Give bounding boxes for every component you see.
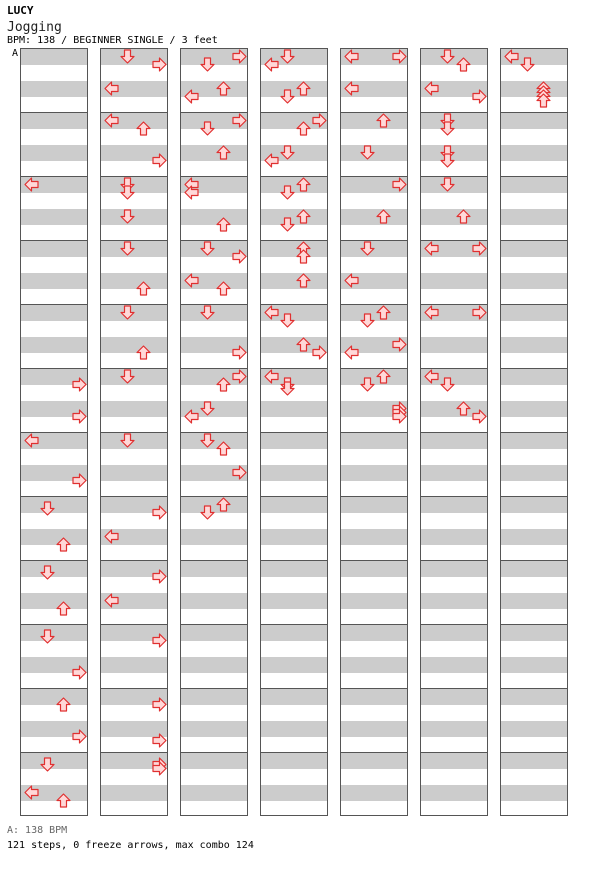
beat-band	[21, 81, 87, 97]
beat-band	[21, 113, 87, 129]
measure-line	[181, 560, 247, 561]
step-arrow-up	[136, 281, 151, 296]
beat-band	[501, 689, 567, 705]
step-arrow-down	[200, 121, 215, 136]
measure-line	[501, 240, 567, 241]
step-arrow-down	[440, 121, 455, 136]
measure-line	[261, 432, 327, 433]
step-arrow-down	[280, 49, 295, 64]
chart-column-1	[20, 48, 88, 816]
beat-band	[341, 785, 407, 801]
step-arrow-left	[184, 273, 199, 288]
step-arrow-right	[152, 697, 167, 712]
step-arrow-up	[216, 281, 231, 296]
beat-band	[501, 593, 567, 609]
beat-band	[261, 433, 327, 449]
measure-line	[261, 176, 327, 177]
step-arrow-up	[56, 697, 71, 712]
step-arrow-down	[360, 241, 375, 256]
step-arrow-left	[24, 177, 39, 192]
step-arrow-up	[376, 113, 391, 128]
step-arrow-down	[280, 313, 295, 328]
step-arrow-left	[104, 81, 119, 96]
step-arrow-down	[280, 89, 295, 104]
step-arrow-down	[360, 145, 375, 160]
step-arrow-down	[280, 145, 295, 160]
measure-line	[341, 752, 407, 753]
beat-band	[261, 273, 327, 289]
measure-line	[341, 368, 407, 369]
measure-line	[501, 112, 567, 113]
measure-line	[21, 560, 87, 561]
step-arrow-down	[120, 369, 135, 384]
beat-band	[181, 721, 247, 737]
beat-band	[181, 145, 247, 161]
beat-band	[421, 209, 487, 225]
measure-line	[501, 176, 567, 177]
measure-line	[421, 688, 487, 689]
beat-band	[501, 401, 567, 417]
step-arrow-down	[280, 217, 295, 232]
beat-band	[261, 529, 327, 545]
step-arrow-up	[216, 377, 231, 392]
step-arrow-down	[40, 565, 55, 580]
step-arrow-right	[472, 305, 487, 320]
measure-line	[101, 624, 167, 625]
beat-band	[21, 273, 87, 289]
beat-band	[101, 337, 167, 353]
beat-band	[261, 401, 327, 417]
step-arrow-down	[200, 305, 215, 320]
beat-band	[501, 721, 567, 737]
step-arrow-up	[296, 337, 311, 352]
step-arrow-right	[72, 409, 87, 424]
beat-band	[501, 561, 567, 577]
step-arrow-right	[392, 409, 407, 424]
beat-band	[341, 113, 407, 129]
beat-band	[261, 497, 327, 513]
measure-line	[21, 240, 87, 241]
beat-band	[101, 785, 167, 801]
beat-band	[21, 529, 87, 545]
beat-band	[101, 657, 167, 673]
beat-band	[501, 497, 567, 513]
step-arrow-right	[312, 113, 327, 128]
beat-band	[101, 465, 167, 481]
chart-column-4	[260, 48, 328, 816]
step-arrow-right	[392, 337, 407, 352]
measure-line	[421, 624, 487, 625]
measure-line	[261, 624, 327, 625]
beat-band	[501, 209, 567, 225]
step-arrow-right	[72, 377, 87, 392]
beat-band	[501, 241, 567, 257]
step-arrow-right	[152, 57, 167, 72]
step-arrow-down	[440, 49, 455, 64]
beat-band	[341, 209, 407, 225]
step-arrow-down	[360, 377, 375, 392]
measure-line	[421, 560, 487, 561]
beat-band	[501, 273, 567, 289]
measure-line	[21, 688, 87, 689]
beat-band	[421, 497, 487, 513]
beat-band	[421, 465, 487, 481]
measure-line	[261, 240, 327, 241]
measure-line	[261, 688, 327, 689]
beat-band	[421, 625, 487, 641]
measure-line	[421, 496, 487, 497]
step-arrow-down	[40, 629, 55, 644]
step-arrow-up	[456, 401, 471, 416]
step-arrow-down	[200, 505, 215, 520]
beat-band	[501, 785, 567, 801]
step-arrow-right	[472, 89, 487, 104]
beat-band	[501, 145, 567, 161]
beat-band	[261, 241, 327, 257]
step-arrow-up	[56, 537, 71, 552]
beat-band	[21, 593, 87, 609]
measure-line	[21, 752, 87, 753]
step-arrow-down	[40, 757, 55, 772]
step-arrow-left	[184, 89, 199, 104]
step-arrow-up	[296, 121, 311, 136]
step-arrow-right	[232, 465, 247, 480]
beat-band	[181, 753, 247, 769]
step-arrow-down	[280, 381, 295, 396]
step-arrow-right	[152, 153, 167, 168]
measure-line	[501, 368, 567, 369]
step-arrow-down	[120, 185, 135, 200]
step-arrow-right	[152, 569, 167, 584]
beat-band	[501, 625, 567, 641]
chart-column-2	[100, 48, 168, 816]
measure-line	[21, 112, 87, 113]
step-arrow-up	[216, 441, 231, 456]
beat-band	[341, 593, 407, 609]
step-arrow-right	[472, 409, 487, 424]
beat-band	[261, 465, 327, 481]
measure-line	[21, 624, 87, 625]
step-arrow-down	[120, 49, 135, 64]
step-arrow-up	[216, 217, 231, 232]
step-arrow-up	[296, 209, 311, 224]
beat-band	[341, 689, 407, 705]
step-arrow-down	[440, 177, 455, 192]
step-arrow-down	[200, 241, 215, 256]
measure-line	[501, 432, 567, 433]
measure-line	[501, 752, 567, 753]
beat-band	[261, 785, 327, 801]
chart-stats: 121 steps, 0 freeze arrows, max combo 124	[7, 840, 254, 851]
step-arrow-up	[136, 121, 151, 136]
beat-band	[421, 337, 487, 353]
step-arrow-right	[152, 633, 167, 648]
measure-line	[101, 496, 167, 497]
beat-band	[421, 785, 487, 801]
beat-band	[181, 529, 247, 545]
measure-line	[341, 496, 407, 497]
beat-band	[421, 433, 487, 449]
step-arrow-left	[264, 369, 279, 384]
step-arrow-up	[216, 497, 231, 512]
beat-band	[501, 433, 567, 449]
beat-band	[341, 433, 407, 449]
step-arrow-down	[520, 57, 535, 72]
beat-band	[341, 721, 407, 737]
step-arrow-left	[104, 593, 119, 608]
step-arrow-left	[424, 81, 439, 96]
song-title: Jogging	[7, 20, 62, 35]
step-arrow-down	[280, 185, 295, 200]
step-arrow-right	[152, 505, 167, 520]
measure-line	[261, 560, 327, 561]
beat-band	[21, 689, 87, 705]
chart-column-3	[180, 48, 248, 816]
beat-band	[261, 721, 327, 737]
bpm-legend: A: 138 BPM	[7, 825, 68, 836]
beat-band	[261, 753, 327, 769]
step-arrow-up	[456, 57, 471, 72]
chart-column-5	[340, 48, 408, 816]
step-arrow-up	[56, 793, 71, 808]
measure-line	[101, 688, 167, 689]
beat-band	[181, 561, 247, 577]
step-arrow-right	[152, 733, 167, 748]
beat-band	[501, 657, 567, 673]
beat-band	[501, 337, 567, 353]
measure-line	[501, 624, 567, 625]
step-arrow-left	[264, 305, 279, 320]
step-arrow-up	[216, 145, 231, 160]
measure-line	[501, 560, 567, 561]
beat-band	[421, 753, 487, 769]
beat-band	[21, 209, 87, 225]
step-arrow-left	[264, 153, 279, 168]
step-arrow-right	[392, 49, 407, 64]
step-arrow-left	[24, 433, 39, 448]
beat-band	[341, 657, 407, 673]
measure-line	[421, 752, 487, 753]
step-arrow-right	[72, 665, 87, 680]
chart-column-7	[500, 48, 568, 816]
measure-line	[341, 112, 407, 113]
step-arrow-up	[456, 209, 471, 224]
step-arrow-right	[232, 113, 247, 128]
beat-band	[341, 529, 407, 545]
beat-band	[101, 273, 167, 289]
beat-band	[21, 241, 87, 257]
step-arrow-up	[56, 601, 71, 616]
beat-band	[501, 753, 567, 769]
step-arrow-left	[504, 49, 519, 64]
beat-band	[181, 209, 247, 225]
beat-band	[181, 593, 247, 609]
step-arrow-left	[24, 785, 39, 800]
step-arrow-left	[184, 409, 199, 424]
beat-band	[421, 593, 487, 609]
step-arrow-up	[296, 177, 311, 192]
step-arrow-down	[120, 209, 135, 224]
beat-band	[181, 625, 247, 641]
measure-line	[181, 752, 247, 753]
step-arrow-right	[232, 369, 247, 384]
step-arrow-left	[104, 529, 119, 544]
step-arrow-up	[296, 273, 311, 288]
beat-band	[421, 561, 487, 577]
beat-band	[341, 561, 407, 577]
beat-band	[21, 145, 87, 161]
step-arrow-left	[344, 345, 359, 360]
step-arrow-right	[232, 249, 247, 264]
step-arrow-up	[376, 209, 391, 224]
step-arrow-right	[232, 345, 247, 360]
step-arrow-right	[312, 345, 327, 360]
step-arrow-up	[536, 93, 551, 108]
measure-line	[341, 688, 407, 689]
beat-band	[421, 657, 487, 673]
step-arrow-left	[424, 369, 439, 384]
step-arrow-down	[120, 433, 135, 448]
step-arrow-down	[200, 57, 215, 72]
step-arrow-right	[392, 177, 407, 192]
chart-column-6	[420, 48, 488, 816]
beat-band	[261, 593, 327, 609]
beat-band	[421, 529, 487, 545]
measure-line	[341, 560, 407, 561]
step-arrow-left	[184, 185, 199, 200]
beat-band	[421, 721, 487, 737]
step-arrow-down	[440, 377, 455, 392]
beat-band	[21, 49, 87, 65]
beat-band	[501, 465, 567, 481]
beat-band	[421, 689, 487, 705]
measure-line	[501, 496, 567, 497]
step-arrow-left	[344, 49, 359, 64]
beat-band	[421, 273, 487, 289]
step-arrow-left	[344, 81, 359, 96]
step-arrow-left	[104, 113, 119, 128]
step-arrow-up	[296, 81, 311, 96]
measure-line	[501, 304, 567, 305]
step-arrow-down	[200, 433, 215, 448]
step-arrow-right	[72, 729, 87, 744]
beat-band	[261, 689, 327, 705]
step-arrow-left	[424, 305, 439, 320]
measure-line	[21, 304, 87, 305]
beat-band	[261, 561, 327, 577]
measure-line	[341, 624, 407, 625]
beat-band	[21, 305, 87, 321]
measure-line	[101, 560, 167, 561]
step-arrow-left	[424, 241, 439, 256]
beat-band	[501, 81, 567, 97]
measure-line	[341, 304, 407, 305]
beat-band	[501, 529, 567, 545]
step-arrow-up	[136, 345, 151, 360]
beat-band	[341, 753, 407, 769]
step-arrow-right	[472, 241, 487, 256]
bpm-marker-label: A	[12, 48, 19, 59]
step-arrow-up	[376, 369, 391, 384]
measure-line	[261, 752, 327, 753]
beat-band	[181, 689, 247, 705]
beat-band	[261, 657, 327, 673]
measure-line	[21, 496, 87, 497]
step-arrow-up	[376, 305, 391, 320]
measure-line	[341, 432, 407, 433]
step-arrow-up	[216, 81, 231, 96]
measure-line	[261, 496, 327, 497]
beat-band	[181, 785, 247, 801]
beat-band	[101, 401, 167, 417]
measure-line	[181, 688, 247, 689]
beat-band	[501, 369, 567, 385]
step-arrow-up	[296, 249, 311, 264]
beat-band	[181, 657, 247, 673]
beat-band	[341, 465, 407, 481]
artist-name: LUCY	[7, 4, 34, 17]
measure-line	[21, 368, 87, 369]
step-arrow-left	[344, 273, 359, 288]
beat-band	[341, 497, 407, 513]
measure-line	[501, 688, 567, 689]
measure-line	[181, 496, 247, 497]
step-arrow-down	[440, 153, 455, 168]
step-arrow-right	[152, 761, 167, 776]
step-arrow-down	[120, 241, 135, 256]
beat-band	[21, 337, 87, 353]
step-arrow-left	[264, 57, 279, 72]
step-arrow-down	[360, 313, 375, 328]
beat-band	[261, 625, 327, 641]
beat-band	[501, 177, 567, 193]
beat-band	[501, 305, 567, 321]
step-arrow-down	[200, 401, 215, 416]
measure-line	[101, 752, 167, 753]
measure-line	[421, 432, 487, 433]
step-arrow-right	[72, 473, 87, 488]
step-arrow-right	[232, 49, 247, 64]
beat-band	[501, 113, 567, 129]
step-arrow-down	[40, 501, 55, 516]
measure-line	[181, 624, 247, 625]
beat-band	[341, 625, 407, 641]
step-arrow-down	[120, 305, 135, 320]
chart-info: BPM: 138 / BEGINNER SINGLE / 3 feet	[7, 35, 218, 46]
